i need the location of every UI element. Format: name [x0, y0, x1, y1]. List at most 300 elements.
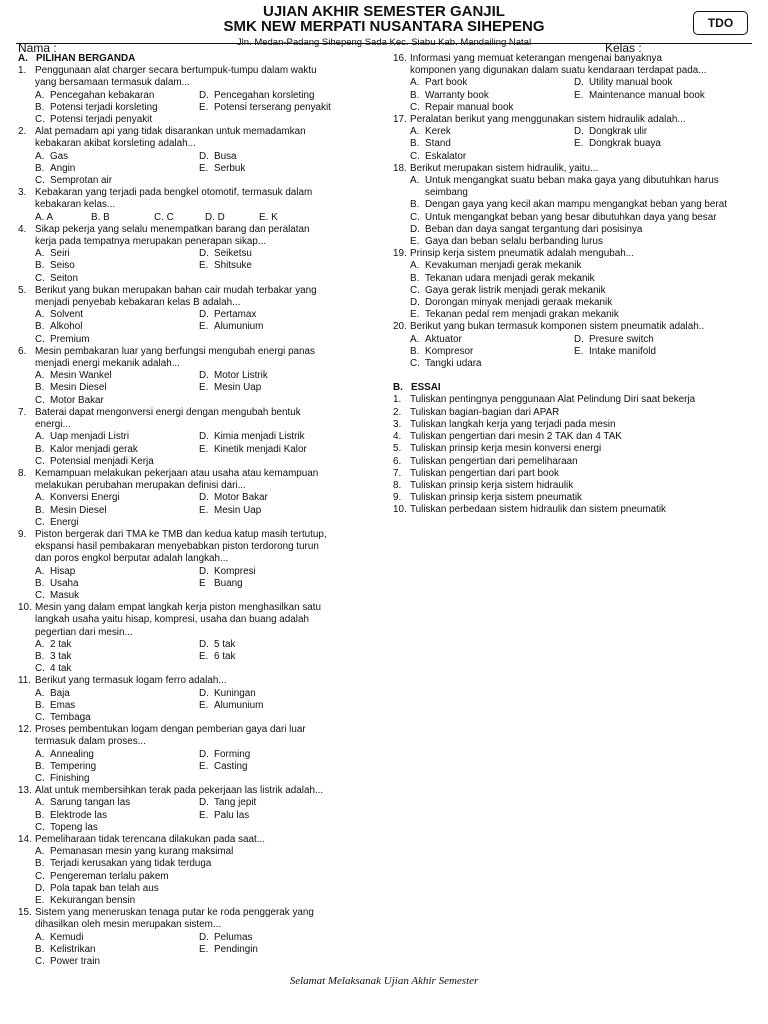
answer-option	[35, 309, 199, 321]
question-text-line	[18, 675, 390, 687]
option-text: Pendingin	[214, 943, 258, 955]
question-number	[18, 199, 35, 211]
answer-options	[18, 639, 390, 676]
option-letter: C.	[410, 101, 420, 113]
question-text: Sistem yang meneruskan tenaga putar ke roda penggerak yang	[35, 907, 314, 919]
question-item	[18, 187, 390, 224]
question-text-line	[18, 199, 390, 211]
essay-text: Tuliskan pengertian dari mesin 2 TAK dan 4 TAK	[410, 431, 622, 443]
option-letter: C.	[410, 211, 420, 223]
option-letter: E.	[199, 260, 209, 272]
option-text: Intake manifold	[589, 345, 656, 357]
option-letter: A.	[410, 126, 420, 138]
answer-option	[35, 651, 199, 663]
answer-option	[35, 431, 199, 443]
question-number: 17.	[393, 114, 407, 126]
option-text: Mesin Wankel	[50, 370, 112, 382]
answer-option: E. K	[259, 211, 278, 223]
answer-option	[35, 932, 199, 944]
question-text-line	[18, 285, 390, 297]
option-letter: A.	[35, 687, 45, 699]
question-item	[18, 65, 390, 126]
answer-option	[199, 90, 390, 102]
answer-option	[199, 163, 390, 175]
question-text-line	[18, 407, 390, 419]
option-text: Premium	[50, 333, 90, 345]
answer-options	[393, 175, 758, 248]
question-number	[393, 65, 410, 77]
option-text: Kelistrikan	[50, 943, 96, 955]
answer-option: D. D	[205, 211, 225, 223]
option-letter: C.	[35, 772, 45, 784]
question-item	[393, 163, 758, 248]
answer-options	[18, 566, 390, 603]
question-text: Kemampuan melakukan pekerjaan atau usaha atau kemampuan	[35, 467, 319, 479]
question-text: ekspansi hasil pembakaran menyebabkan piston terdorong turun	[35, 541, 319, 553]
question-text: Kebakaran yang terjadi pada bengkel otomotif, termasuk dalam	[35, 187, 313, 199]
option-text: Motor Bakar	[50, 394, 104, 406]
answer-option	[35, 956, 390, 968]
question-text-line	[18, 358, 390, 370]
question-number: 12.	[18, 724, 32, 736]
question-text: Piston bergerak dari TMA ke TMB dan kedua katup masih tertutup,	[35, 528, 327, 540]
question-text-line	[18, 919, 390, 931]
option-letter: D.	[199, 687, 209, 699]
option-letter: C.	[35, 663, 45, 675]
option-text: Dengan gaya yang kecil akan mampu mengangkat beban yang berat	[425, 199, 727, 211]
question-number	[18, 541, 35, 553]
option-text: Aktuator	[425, 333, 462, 345]
essay-text: Tuliskan pengertian dari pemeliharaan	[410, 455, 578, 467]
option-letter: B.	[35, 443, 45, 455]
option-text: Konversi Energi	[50, 492, 120, 504]
option-text: Potensi terjadi penyakit	[50, 114, 153, 126]
question-text-line	[18, 907, 390, 919]
option-text: Kevakuman menjadi gerak mekanik	[425, 260, 582, 272]
answer-option	[199, 102, 390, 114]
option-text: Shitsuke	[214, 260, 252, 272]
question-item	[393, 114, 758, 163]
option-letter: A.	[35, 248, 45, 260]
answer-option	[410, 224, 758, 236]
option-text: Eskalator	[425, 150, 467, 162]
option-text: Kimia menjadi Listrik	[214, 431, 305, 443]
question-text-line	[18, 785, 390, 797]
answer-option	[199, 260, 390, 272]
question-text: Proses pembentukan logam dengan pemberian gaya dari luar	[35, 724, 306, 736]
option-letter: A.	[35, 931, 45, 943]
answer-option	[410, 199, 758, 211]
school-address: Jln. Medan-Padang Sihepeng Sada Kec. Siabu Kab. Mandailing Natal	[236, 37, 532, 48]
option-letter: A.	[35, 846, 45, 858]
question-text-line	[18, 346, 390, 358]
answer-option	[574, 126, 758, 138]
option-letter: D.	[199, 89, 209, 101]
essay-question	[393, 407, 758, 419]
answer-option	[410, 273, 758, 285]
option-text: Pengereman terlalu pakem	[50, 870, 169, 882]
option-letter: D.	[199, 638, 209, 650]
option-letter: E.	[199, 760, 209, 772]
answer-option: B. B	[91, 211, 110, 223]
option-text: Emas	[50, 699, 76, 711]
option-letter: E.	[199, 443, 209, 455]
question-text: Baterai dapat mengonversi energi dengan mengubah bentuk	[35, 406, 301, 418]
answer-option	[35, 370, 199, 382]
question-text: komponen yang digunakan dalam suatu kendaraan terdapat pada...	[410, 65, 707, 77]
question-text-line	[18, 614, 390, 626]
question-number: 19.	[393, 248, 407, 260]
option-text: Seiton	[50, 272, 79, 284]
answer-options	[18, 151, 390, 188]
option-text: Finishing	[50, 772, 90, 784]
option-letter: D.	[199, 748, 209, 760]
answer-option	[410, 126, 574, 138]
option-letter: E.	[199, 162, 209, 174]
question-number: 5.	[18, 284, 27, 296]
answer-option	[35, 858, 390, 870]
option-letter: D.	[199, 492, 209, 504]
question-number: 7.	[18, 406, 27, 418]
footer-message: Selamat Melaksanak Ujian Akhir Semester	[289, 975, 479, 987]
option-text: Kompresor	[425, 345, 474, 357]
option-text: Kuningan	[214, 687, 256, 699]
option-text: Warranty book	[425, 89, 489, 101]
option-text: Terjadi kerusakan yang tidak terduga	[50, 858, 212, 870]
essay-text: Tuliskan prinsip kerja sistem hidraulik	[410, 479, 574, 491]
question-text-line	[18, 480, 390, 492]
question-item	[18, 907, 390, 968]
option-letter: C.	[35, 333, 45, 345]
option-text: Potensi terjadi korsleting	[50, 101, 158, 113]
essay-question	[393, 504, 758, 516]
answer-option	[35, 883, 390, 895]
answer-option	[199, 382, 390, 394]
option-letter: C.	[35, 589, 45, 601]
question-number: 20.	[393, 321, 407, 333]
option-text: Tembaga	[50, 711, 91, 723]
option-letter: D.	[35, 882, 45, 894]
answer-option	[410, 212, 758, 224]
question-text-line	[18, 126, 390, 138]
answer-option	[35, 163, 199, 175]
question-text: melakukan perubahan merupakan definisi dari...	[35, 480, 246, 492]
question-text: menjadi energi mekanik adalah...	[35, 358, 180, 370]
essay-question	[393, 419, 758, 431]
option-text: Tekanan udara menjadi gerak mekanik	[425, 272, 595, 284]
option-text: 5 tak	[214, 638, 236, 650]
option-text: Usaha	[50, 577, 79, 589]
option-letter: B.	[35, 699, 45, 711]
question-text: Alat pemadam api yang tidak disarankan untuk memadamkan	[35, 126, 306, 138]
option-text: Kinetik menjadi Kalor	[214, 443, 307, 455]
question-text-line	[18, 529, 390, 541]
option-letter: E.	[199, 321, 209, 333]
option-letter: A.	[410, 77, 420, 89]
essay-number: 1.	[393, 394, 402, 406]
answer-option	[199, 431, 390, 443]
option-letter: B.	[410, 199, 420, 211]
answer-option	[35, 639, 199, 651]
answer-option	[35, 151, 199, 163]
option-text: Mesin Diesel	[50, 504, 107, 516]
answer-option	[35, 846, 390, 858]
answer-option	[199, 688, 390, 700]
option-letter: D.	[199, 797, 209, 809]
answer-option	[574, 77, 758, 89]
option-text: Dorongan minyak menjadi geraak mekanik	[425, 297, 613, 309]
question-text-line	[18, 736, 390, 748]
option-text: Gas	[50, 150, 69, 162]
option-letter: D.	[410, 297, 420, 309]
question-item	[18, 407, 390, 468]
essay-number: 3.	[393, 418, 402, 430]
name-label: Nama :	[18, 41, 57, 55]
question-number	[18, 480, 35, 492]
question-text-line	[18, 77, 390, 89]
question-item	[18, 126, 390, 187]
option-text: Seiketsu	[214, 248, 252, 260]
section-b-title: ESSAI	[411, 382, 441, 394]
option-letter: C.	[35, 114, 45, 126]
option-letter: E.	[199, 943, 209, 955]
option-text: Pelumas	[214, 931, 253, 943]
answer-option	[35, 810, 199, 822]
answer-option	[35, 688, 199, 700]
option-letter: D.	[199, 431, 209, 443]
option-text: Stand	[425, 138, 451, 150]
answer-option	[35, 700, 199, 712]
option-letter: A.	[35, 565, 45, 577]
answer-option	[410, 297, 758, 309]
option-letter: A.	[35, 492, 45, 504]
question-text: menjadi penyebab kebakaran kelas B adalah...	[35, 297, 241, 309]
option-text: Presure switch	[589, 333, 654, 345]
answer-options	[18, 846, 390, 907]
answer-option	[35, 773, 390, 785]
option-text: Power train	[50, 956, 100, 968]
option-text: Untuk mengangkat beban yang besar dibutuhkan daya yang besar	[425, 211, 717, 223]
question-item	[18, 834, 390, 907]
option-text: Potensial menjadi Kerja	[50, 455, 154, 467]
option-text: Busa	[214, 150, 237, 162]
question-text-line	[18, 724, 390, 736]
option-text: Kompresi	[214, 565, 256, 577]
question-text: dan poros engkol berputar adalah langkah...	[35, 553, 229, 565]
option-text: Serbuk	[214, 162, 246, 174]
question-number	[18, 236, 35, 248]
option-letter: C.	[410, 150, 420, 162]
question-number: 14.	[18, 834, 32, 845]
answer-option	[35, 334, 390, 346]
answer-option	[35, 505, 199, 517]
answer-option	[35, 578, 199, 590]
essay-text: Tuliskan prinsip kerja mesin konversi energi	[410, 443, 602, 455]
option-letter: A.	[35, 797, 45, 809]
option-text: Gaya dan beban selalu berbanding lurus	[425, 236, 603, 248]
answer-option	[35, 749, 199, 761]
option-letter: B.	[35, 382, 45, 394]
answer-option: C. C	[154, 211, 174, 223]
question-text-line	[18, 297, 390, 309]
option-text: 4 tak	[50, 663, 72, 675]
answer-option	[199, 321, 390, 333]
answer-option	[410, 358, 758, 370]
question-number: 1.	[18, 65, 27, 77]
left-column	[18, 53, 390, 968]
option-text: Pencegahan korsleting	[214, 89, 315, 101]
option-text: Beban dan daya sangat tergantung dari posisinya	[425, 223, 643, 235]
question-item	[393, 248, 758, 321]
option-text: Palu las	[214, 809, 250, 821]
option-letter: E.	[199, 699, 209, 711]
option-letter: C.	[35, 711, 45, 723]
option-letter: B.	[35, 858, 45, 870]
answer-options	[18, 431, 390, 468]
option-text: Pola tapak ban telah aus	[50, 882, 159, 894]
subject-badge: TDO	[693, 11, 748, 35]
right-column	[393, 53, 758, 517]
option-text: Utility manual book	[589, 77, 673, 89]
question-text: kebakaran akibat korsleting adalah...	[35, 138, 196, 150]
answer-options	[18, 797, 390, 834]
option-letter: D.	[199, 370, 209, 382]
answer-option	[199, 944, 390, 956]
answer-option	[35, 761, 199, 773]
question-text: Peralatan berikut yang menggunakan sistem hidraulik adalah...	[410, 114, 686, 126]
question-text: Mesin pembakaran luar yang berfungsi mengubah energi panas	[35, 345, 315, 357]
option-letter: D.	[199, 565, 209, 577]
answer-option	[35, 517, 390, 529]
answer-option	[410, 346, 574, 358]
answer-options	[18, 248, 390, 285]
answer-option	[574, 346, 758, 358]
question-text: pegertian dari mesin...	[35, 626, 133, 638]
section-b-number: B.	[393, 382, 403, 394]
answer-option	[199, 444, 390, 456]
answer-option	[199, 309, 390, 321]
option-letter: E.	[35, 895, 45, 907]
essay-number: 10.	[393, 504, 407, 516]
answer-option	[410, 77, 574, 89]
essay-number: 6.	[393, 455, 402, 467]
answer-options	[18, 492, 390, 529]
option-letter: A.	[35, 370, 45, 382]
option-letter: E.	[199, 650, 209, 662]
essay-number: 2.	[393, 406, 402, 418]
option-letter: C.	[35, 956, 45, 968]
option-text: Kalor menjadi gerak	[50, 443, 138, 455]
question-number: 4.	[18, 223, 27, 235]
option-text: Alumunium	[214, 321, 264, 333]
option-letter: A.	[410, 260, 420, 272]
answer-option	[410, 285, 758, 297]
answer-option	[35, 456, 390, 468]
answer-option	[35, 90, 199, 102]
answer-option	[35, 712, 390, 724]
question-text-line	[18, 834, 390, 846]
option-text: Part book	[425, 77, 468, 89]
question-text-line	[18, 627, 390, 639]
option-letter: B.	[35, 101, 45, 113]
question-text: termasuk dalam proses...	[35, 736, 146, 748]
question-text: Mesin yang dalam empat langkah kerja piston menghasilkan satu	[35, 602, 321, 614]
option-text: Mesin Diesel	[50, 382, 107, 394]
option-letter: D.	[199, 150, 209, 162]
essay-text: Tuliskan prinsip kerja sistem pneumatik	[410, 492, 582, 504]
option-letter: E	[199, 577, 206, 589]
option-letter: A.	[35, 431, 45, 443]
class-label: Kelas :	[605, 41, 642, 55]
question-text-line	[393, 248, 758, 260]
answer-options	[18, 212, 390, 224]
option-text: Tangki udara	[425, 358, 482, 370]
option-text: Hisap	[50, 565, 76, 577]
question-number	[18, 553, 35, 565]
answer-option	[35, 871, 390, 883]
question-item	[18, 285, 390, 346]
option-text: Baja	[50, 687, 70, 699]
answer-option	[35, 590, 390, 602]
option-letter: A.	[410, 333, 420, 345]
question-text-line	[18, 224, 390, 236]
option-text: 2 tak	[50, 638, 72, 650]
question-text: Pemeliharaan tidak terencana dilakukan pada saat...	[35, 834, 266, 845]
question-item	[18, 724, 390, 785]
option-text: Buang	[214, 577, 243, 589]
answer-option: A. A	[35, 211, 54, 223]
answer-option	[35, 663, 390, 675]
answer-options	[393, 334, 758, 371]
option-text: Solvent	[50, 309, 83, 321]
option-letter: D.	[410, 223, 420, 235]
answer-option	[410, 102, 758, 114]
option-text: Dongkrak buaya	[589, 138, 661, 150]
question-text: Alat untuk membersihkan terak pada pekerjaan las listrik adalah...	[35, 785, 324, 797]
question-text: langkah usaha yaitu hisap, kompresi, usaha dan buang adalah	[35, 614, 309, 626]
option-text: Elektrode las	[50, 809, 108, 821]
question-number: 10.	[18, 602, 32, 614]
option-text: Gaya gerak listrik menjadi gerak mekanik	[425, 284, 606, 296]
answer-option	[199, 749, 390, 761]
option-letter: E.	[574, 345, 584, 357]
question-item	[18, 224, 390, 285]
option-letter: A.	[35, 748, 45, 760]
option-letter: E.	[410, 236, 420, 248]
question-text-line	[18, 602, 390, 614]
option-letter: E.	[574, 138, 584, 150]
essay-text: Tuliskan bagian-bagian dari APAR	[410, 406, 560, 418]
option-text: Masuk	[50, 589, 80, 601]
option-letter: D.	[199, 931, 209, 943]
question-text-line	[18, 138, 390, 150]
option-text: Casting	[214, 760, 248, 772]
answer-option	[574, 138, 758, 150]
answer-option	[199, 761, 390, 773]
option-letter: A.	[35, 638, 45, 650]
option-text: Uap menjadi Listri	[50, 431, 130, 443]
option-letter: E.	[199, 809, 209, 821]
answer-option	[35, 395, 390, 407]
option-text: Untuk mengangkat suatu beban maka gaya yang dibutuhkan harus seimbang	[425, 175, 719, 199]
option-text: Dongkrak ulir	[589, 126, 648, 138]
question-text: Prinsip kerja sistem pneumatik adalah mengubah...	[410, 248, 634, 260]
question-item	[393, 53, 758, 114]
option-letter: C.	[35, 870, 45, 882]
question-item	[18, 602, 390, 675]
answer-option	[410, 138, 574, 150]
question-text: Sikap pekerja yang selalu menempatkan barang dan peralatan	[35, 223, 310, 235]
